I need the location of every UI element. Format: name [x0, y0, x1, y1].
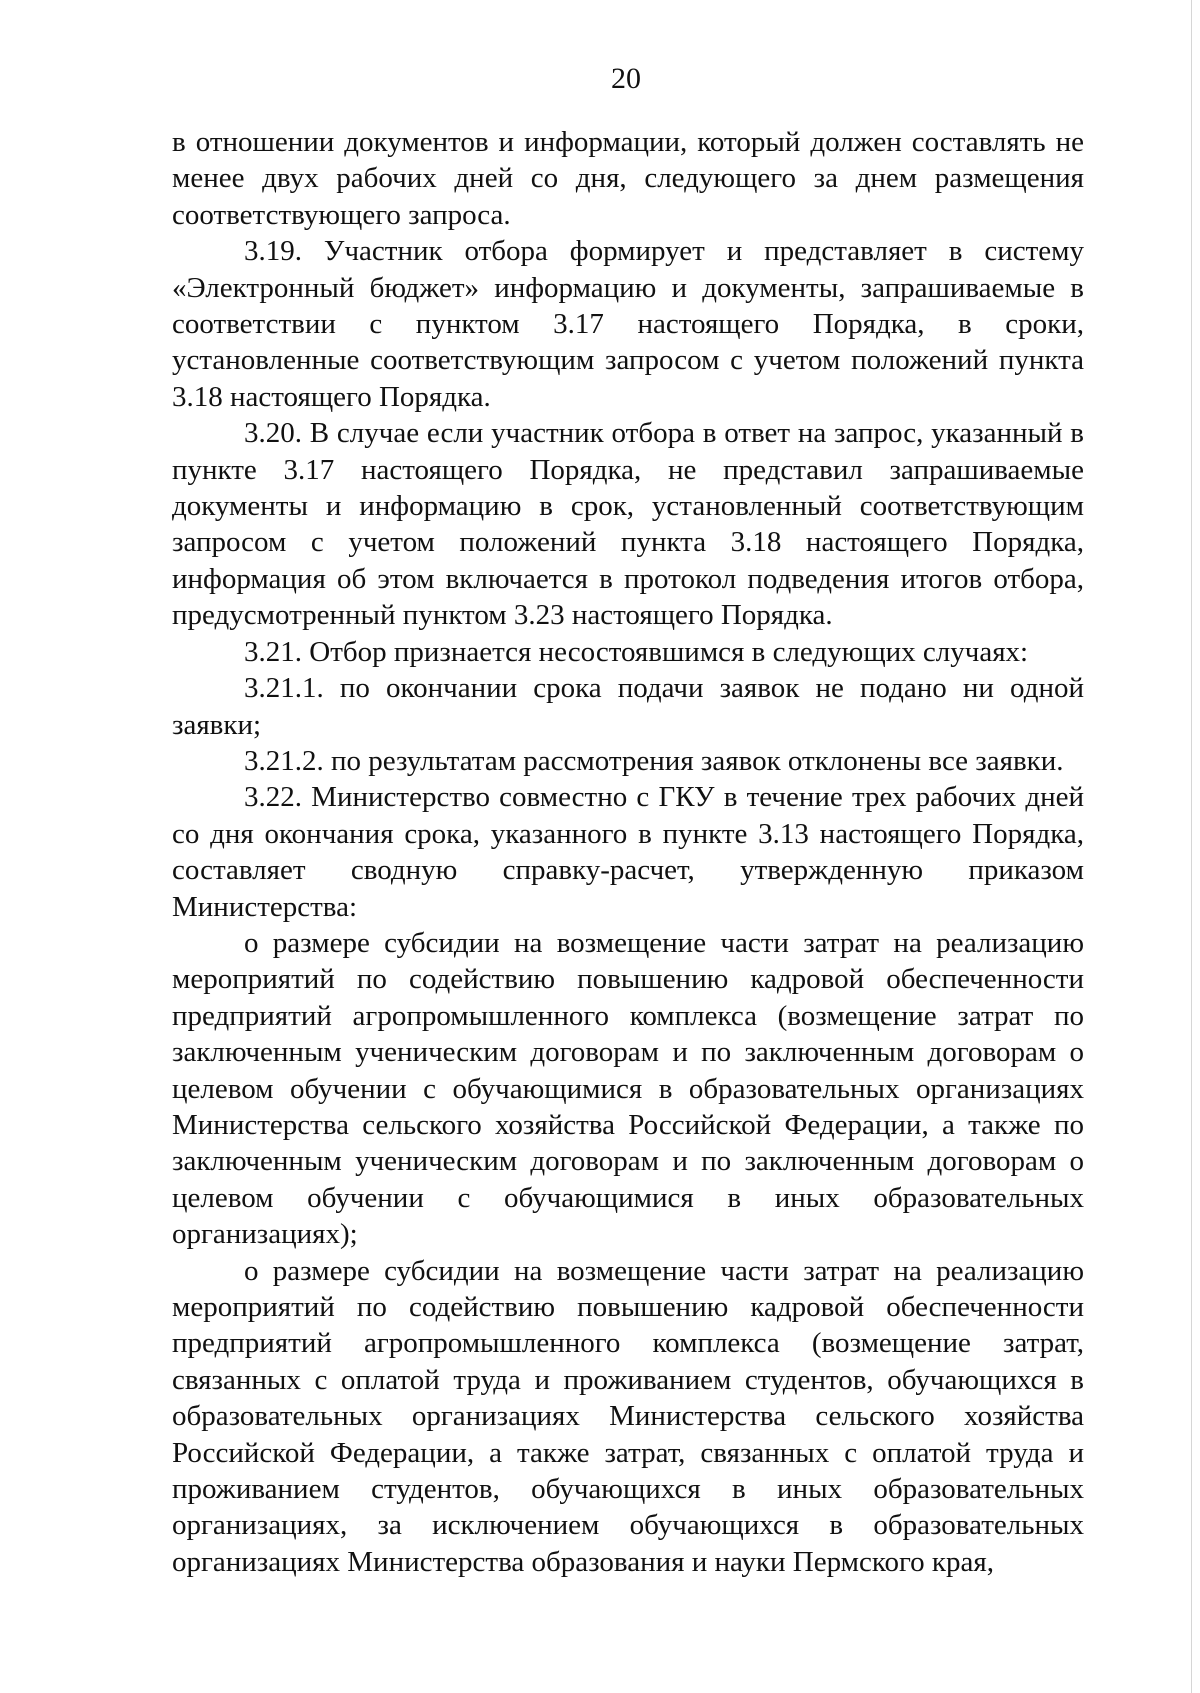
paragraph-text: Министерство совместно с ГКУ в течение трех рабочих дней со дня окончания срока, указанного в пункте 3.13 настоящего Порядка, составляет сводную справку-расчет, утвержденную приказом Министерства:	[172, 781, 1084, 923]
paragraph-subsidy-contracts	[172, 925, 1084, 1253]
paragraph-number: 3.21.2.	[244, 744, 324, 777]
paragraph-number: 3.20.	[244, 417, 302, 450]
paragraph-number: 3.19.	[244, 235, 302, 268]
paragraph-number: 3.22.	[244, 781, 302, 814]
paragraph-3-20	[172, 415, 1084, 633]
paragraph-text: в отношении документов и информации, который должен составлять не менее двух рабочих дней со дня, следующего за днем размещения соответствующего запроса.	[172, 126, 1084, 231]
paragraph-continuation	[172, 124, 1084, 233]
paragraph-text: Отбор признается несостоявшимся в следующих случаях:	[302, 635, 1029, 668]
page-number: 20	[611, 62, 641, 95]
paragraph-number: 3.21.1.	[244, 672, 324, 705]
paragraph-3-22	[172, 779, 1084, 925]
paragraph-3-21-1	[172, 670, 1084, 743]
paragraph-text: Участник отбора формирует и представляет в систему «Электронный бюджет» информацию и документы, запрашиваемые в соответствии с пунктом 3.17 настоящего Порядка, в сроки, установленные соответствующим запросом с учетом положений пункта 3.18 настоящего Порядка.	[172, 235, 1084, 413]
page-edge-line	[1191, 0, 1192, 1693]
paragraph-text: о размере субсидии на возмещение части затрат на реализацию мероприятий по содействию повышению кадровой обеспеченности предприятий агропромышленного комплекса (возмещение затрат по заключенным ученическим договорам и по заключенным договорам о целевом обучении с обучающимися в образовательных организациях Министерства сельского хозяйства Российской Федерации, а также по заключенным ученическим договорам и по заключенным договорам о целевом обучении с обучающимися в иных образовательных организациях);	[172, 926, 1084, 1251]
paragraph-subsidy-students	[172, 1253, 1084, 1581]
paragraph-text: В случае если участник отбора в ответ на запрос, указанный в пункте 3.17 настоящего Порядка, не представил запрашиваемые документы и информацию в срок, установленный соответствующим запросом с учетом положений пункта 3.18 настоящего Порядка, информация об этом включается в протокол подведения итогов отбора, предусмотренный пунктом 3.23 настоящего Порядка.	[172, 417, 1084, 632]
paragraph-3-21	[172, 634, 1084, 670]
paragraph-number: 3.21.	[244, 635, 302, 668]
paragraph-text: по результатам рассмотрения заявок отклонены все заявки.	[323, 744, 1064, 777]
paragraph-text: о размере субсидии на возмещение части затрат на реализацию мероприятий по содействию повышению кадровой обеспеченности предприятий агропромышленного комплекса (возмещение затрат, связанных с оплатой труда и проживанием студентов, обучающихся в образовательных организациях Министерства сельского хозяйства Российской Федерации, а также затрат, связанных с оплатой труда и проживанием студентов, обучающихся в иных образовательных организациях, за исключением обучающихся в образовательных организациях Министерства образования и науки Пермского края,	[172, 1254, 1084, 1578]
paragraph-text: по окончании срока подачи заявок не подано ни одной заявки;	[172, 672, 1084, 741]
paragraph-3-19	[172, 233, 1084, 415]
paragraph-3-21-2	[172, 743, 1084, 779]
document-body	[172, 124, 1084, 1580]
